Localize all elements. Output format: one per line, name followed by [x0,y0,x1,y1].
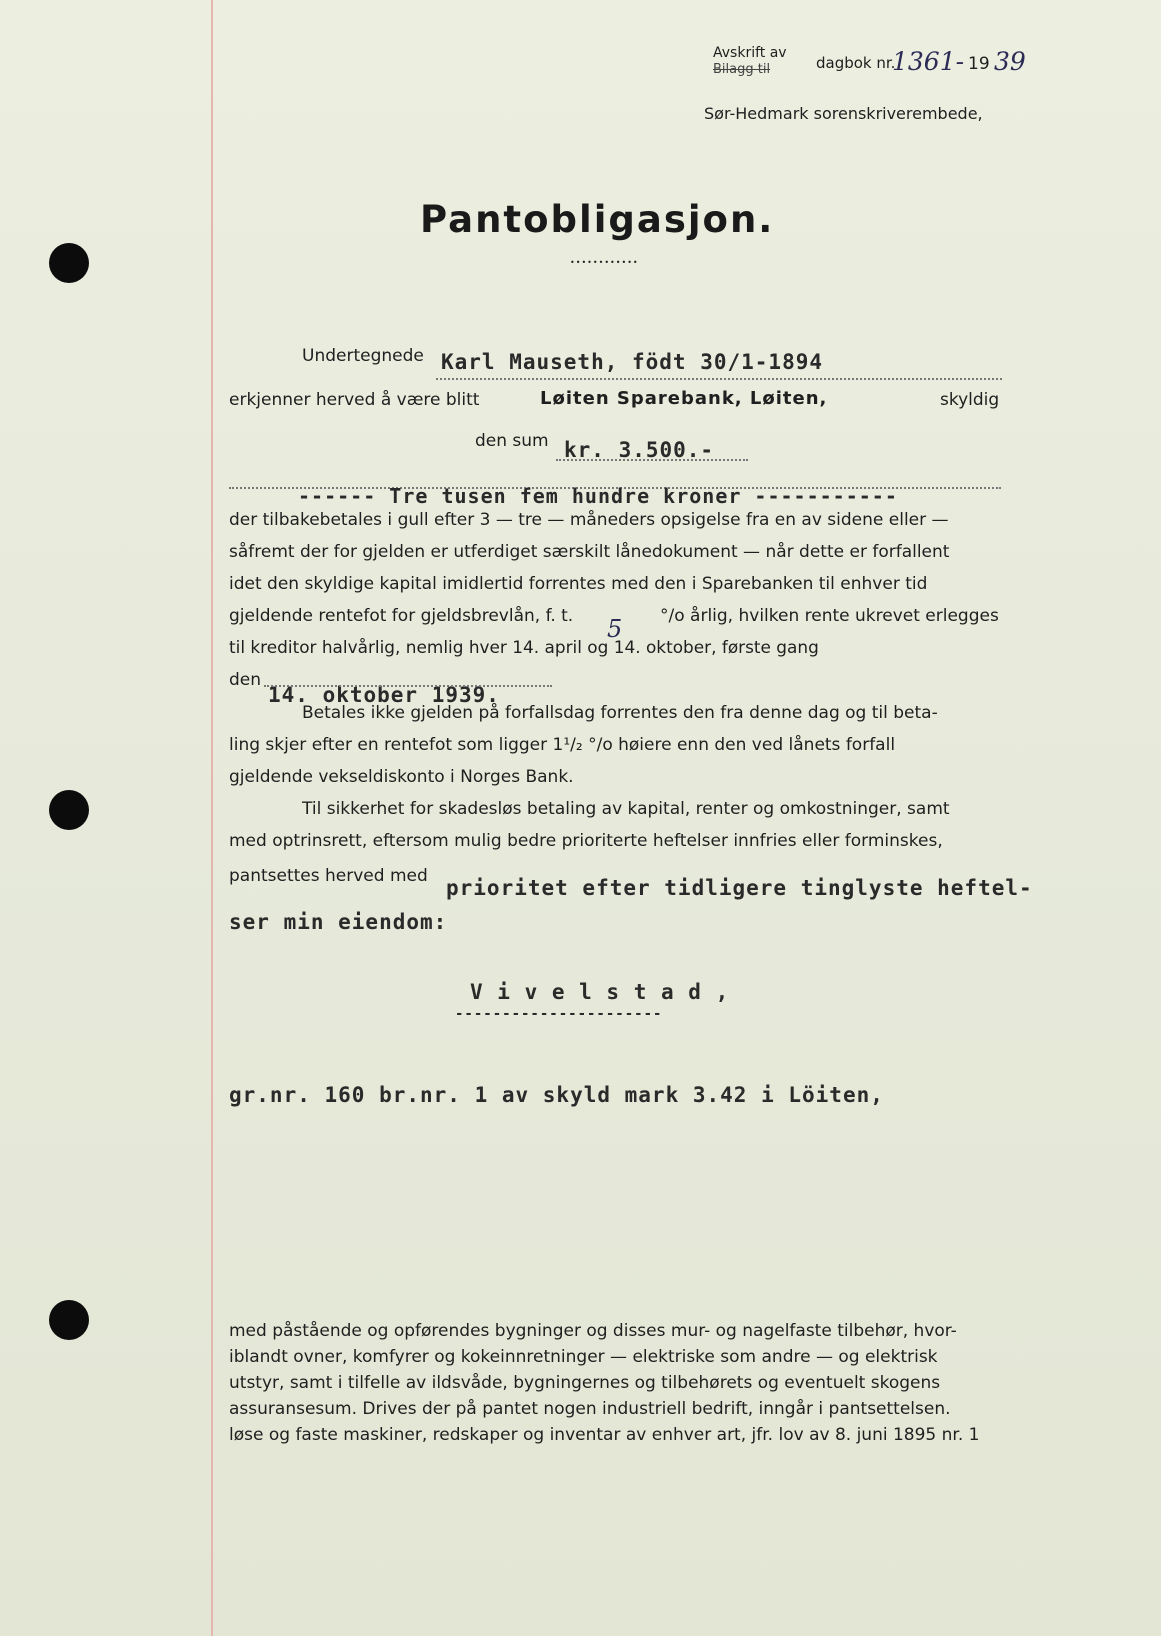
fill-line [264,685,552,687]
property-rule: ---------------------- [455,1006,663,1022]
prioritet-line: ser min eiendom: [229,910,448,934]
fill-line [436,378,1002,380]
den-sum-label: den sum [475,431,549,451]
debtor-name: Karl Mauseth, födt 30/1-1894 [441,350,824,374]
punch-hole [49,243,89,283]
den-label: den [229,670,262,690]
closing-line: løse og faste maskiner, redskaper og inventar av enhver art, jfr. lov av 8. juni 1895 nr. 1 [229,1425,980,1445]
sikkerhet-line: med optrinsrett, eftersom mulig bedre prioriterte heftelser innfries eller forminskes, [229,831,943,851]
title-rule: •••••••••••• [570,258,639,267]
bank-name: Løiten Sparebank, Løiten, [540,388,828,409]
dagbok-number: 1361- [892,47,965,76]
skyldig-text: skyldig [940,390,1000,410]
closing-line: utstyr, samt i tilfelle av ildsvåde, bygningernes og tilbehørets og eventuelt skogens [229,1373,941,1393]
undertegnede-label: Undertegnede [302,346,424,366]
property-name: V i v e l s t a d , [470,980,730,1004]
property-detail: gr.nr. 160 br.nr. 1 av skyld mark 3.42 i Löiten, [229,1083,884,1107]
prioritet-line: prioritet efter tidligere tinglyste heftel- [446,876,1033,900]
sikkerhet-line: Til sikkerhet for skadesløs betaling av kapital, renter og omkostninger, samt [302,799,950,819]
betales-line: Betales ikke gjelden på forfallsdag forrentes den fra denne dag og til beta- [302,703,938,723]
avskrift-label: Avskrift av [713,45,787,61]
kreditor-line: til kreditor halvårlig, nemlig hver 14. april og 14. oktober, første gang [229,638,819,658]
year-suffix: 39 [994,47,1026,76]
margin-rule [211,0,213,1636]
betales-line: gjeldende vekseldiskonto i Norges Bank. [229,767,574,787]
dagbok-label: dagbok nr. [816,54,896,72]
erkjenner-text: erkjenner herved å være blitt [229,390,480,410]
closing-line: med påstående og opførendes bygninger og disses mur- og nagelfaste tilbehør, hvor- [229,1321,957,1341]
year-prefix: 19 [968,54,990,74]
betales-line: ling skjer efter en rentefot som ligger 1¹/₂ °/o høiere enn den ved lånets forfall [229,735,896,755]
text-line: såfremt der for gjelden er utferdiget særskilt lånedokument — når dette er forfallent [229,542,950,562]
closing-line: assuransesum. Drives der på pantet nogen industriell bedrift, inngår i pantsettelsen. [229,1399,951,1419]
amount-words: ------ Tre tusen fem hundre kroner ----------- [298,484,898,508]
rente-post-text: °/o årlig, hvilken rente ukrevet erlegges [660,606,999,626]
amount: kr. 3.500.- [564,438,715,462]
first-payment-date: 14. oktober 1939. [268,683,500,707]
text-line: idet den skyldige kapital imidlertid forrentes med den i Sparebanken til enhver tid [229,574,928,594]
office-name: Sør-Hedmark sorenskriverembede, [704,104,983,123]
document-title: Pantobligasjon. [420,198,775,241]
bilag-label: Bilagg til [713,62,771,77]
rente-text: gjeldende rentefot for gjeldsbrevlån, f. t. [229,606,574,626]
fill-line [556,459,748,461]
closing-line: iblandt ovner, komfyrer og kokeinnretninger — elektriske som andre — og elektrisk [229,1347,938,1367]
punch-hole [49,1300,89,1340]
pantsettes-label: pantsettes herved med [229,866,428,886]
rente-value: 5 [607,615,623,643]
punch-hole [49,790,89,830]
text-line: der tilbakebetales i gull efter 3 — tre — måneders opsigelse fra en av sidene eller — [229,510,949,530]
